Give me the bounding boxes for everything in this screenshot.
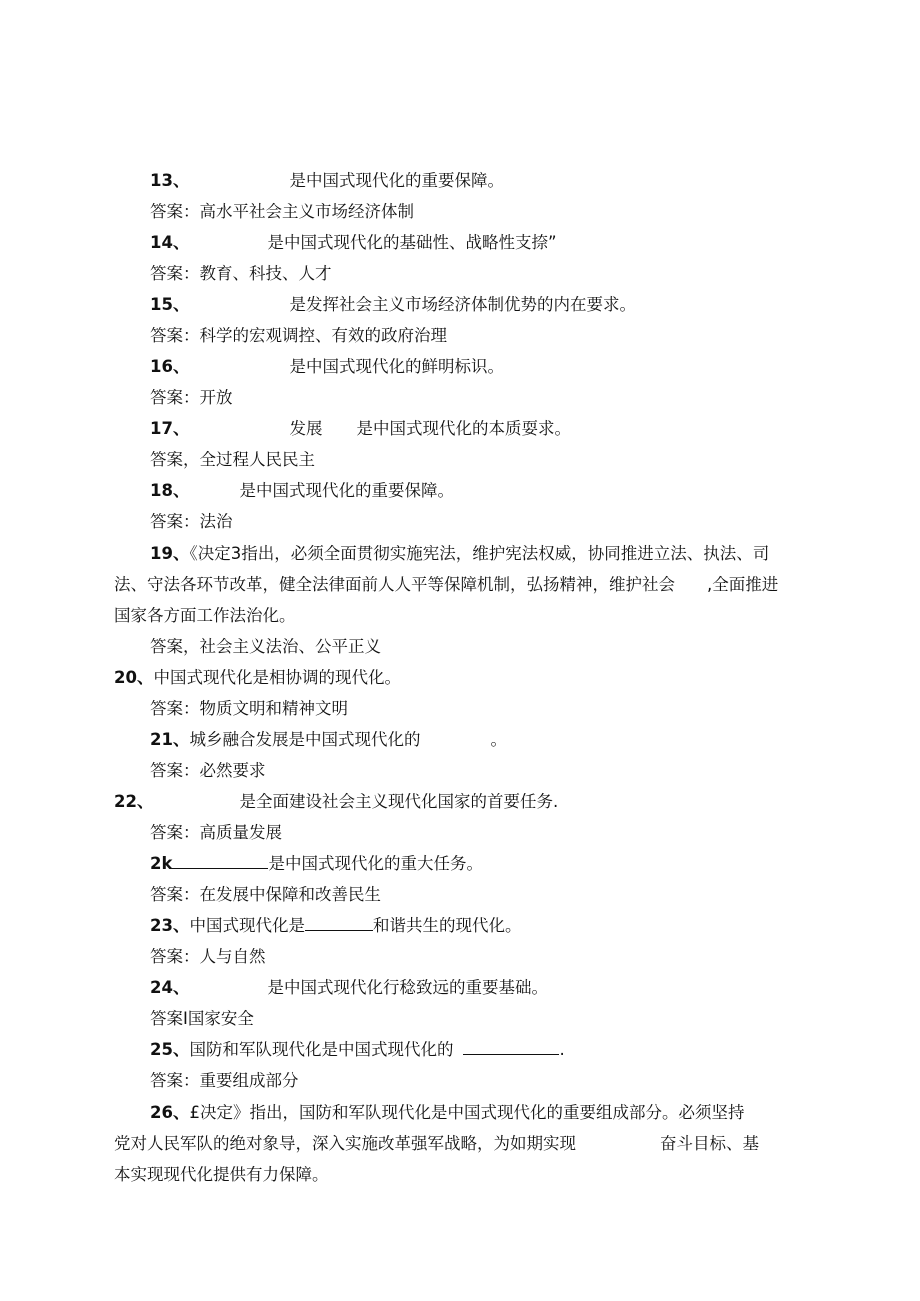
question-text: 是中国式现代化的重要保障。 [289,171,504,190]
question-19-line1 [150,543,769,565]
question-text-part1: 发展 [289,419,323,438]
question-text: 法、守法各环节改革，健全法律面前人人平等保障机制，弘扬精神，维护社会 [114,575,675,594]
answer-blank [463,1039,559,1055]
answer-blank [305,915,373,931]
question-20 [114,667,401,689]
question-21 [150,729,507,751]
question-number: 21、 [150,730,190,749]
question-number: 25、 [150,1040,190,1059]
answer-14: 答案：教育、科技、人才 [150,264,332,283]
question-22 [114,791,558,813]
answer-21: 答案：必然要求 [150,761,266,780]
answer-15: 答案：科学的宏观调控、有效的政府治理 [150,326,447,345]
question-text-part2: 是中国式现代化的本质耍求。 [356,419,571,438]
question-13 [150,170,504,192]
question-text: 奋斗目标、基 [660,1134,759,1153]
question-number: 17、 [150,419,190,438]
question-number: 13、 [150,171,190,190]
answer-19: 答案，社会主义法治、公平正义 [150,637,381,656]
question-number: 24、 [150,978,190,997]
question-text: 是中国式现代化的重要保障。 [239,481,454,500]
question-tail: . [559,1040,565,1059]
answer-20: 答案：物质文明和精神文明 [150,699,348,718]
question-text: 是中国式现代化的基础性、战略性支捺” [267,233,557,252]
question-text: 是全面建设社会主义现代化国家的首要任务. [239,792,559,811]
question-text: £决定》指出，国防和军队现代化是中国式现代化的重要组成部分。必须坚持 [189,1103,745,1122]
answer-blank [172,853,268,869]
question-text: ,全面推进 [707,575,779,594]
question-24 [150,977,548,999]
question-2k [150,853,483,875]
question-23 [150,915,521,937]
question-text: 党对人民军队的绝对象导，深入实施改革强军战略，为如期实现 [114,1134,576,1153]
question-15 [150,294,636,316]
question-text-part2: 和谐共生的现代化。 [372,916,522,935]
question-number: 22、 [114,792,154,811]
answer-2k: 答案：在发展中保障和改善民生 [150,885,381,904]
answer-24: 答案I国家安全 [150,1009,254,1028]
question-number: 23、 [150,916,190,935]
question-text: 是发挥社会主义市场经济体制优势的内在要求。 [289,295,636,314]
question-tail: 。 [490,730,507,749]
question-number: 19、 [150,544,190,563]
question-19-line2 [114,574,778,596]
answer-22: 答案：高质量发展 [150,823,282,842]
question-text: 中国式现代化是相协调的现代化。 [153,668,401,687]
answer-25: 答案：重要组成部分 [150,1071,299,1090]
question-text: 是中国式现代化行稔致远的重要基础。 [267,978,548,997]
question-number: 16、 [150,357,190,376]
question-25 [150,1039,565,1061]
question-number: 2k [150,854,173,873]
question-17 [150,418,571,440]
question-text: 《决定3指出，必须全面贯彻实施宪法，维护宪法权威，协同推进立法、执法、司 [189,544,770,563]
question-number: 26、 [150,1103,190,1122]
answer-13: 答案：高水平社会主义市场经济体制 [150,202,414,221]
question-number: 20、 [114,668,154,687]
question-text: 城乡融合发展是中国式现代化的 [189,730,421,749]
answer-17: 答案，全过程人民民主 [150,450,315,469]
question-26-line2 [114,1133,759,1155]
question-number: 14、 [150,233,190,252]
answer-23: 答案：人与自然 [150,947,266,966]
question-14 [150,232,557,254]
question-text: 是中国式现代化的鲜明标识。 [289,357,504,376]
question-19-line3: 国家各方面工作法治化。 [114,606,296,625]
question-number: 15、 [150,295,190,314]
question-26-line3: 本实现现代化提供有力保障。 [114,1165,329,1184]
question-text: 国防和军队现代化是中国式现代化的 [189,1040,454,1059]
question-text: 是中国式现代化的重大任务。 [268,854,483,873]
question-18 [150,480,454,502]
answer-16: 答案：开放 [150,388,233,407]
answer-18: 答案：法治 [150,512,233,531]
question-16 [150,356,504,378]
question-text-part1: 中国式现代化是 [189,916,305,935]
question-number: 18、 [150,481,190,500]
question-26-line1 [150,1102,744,1124]
